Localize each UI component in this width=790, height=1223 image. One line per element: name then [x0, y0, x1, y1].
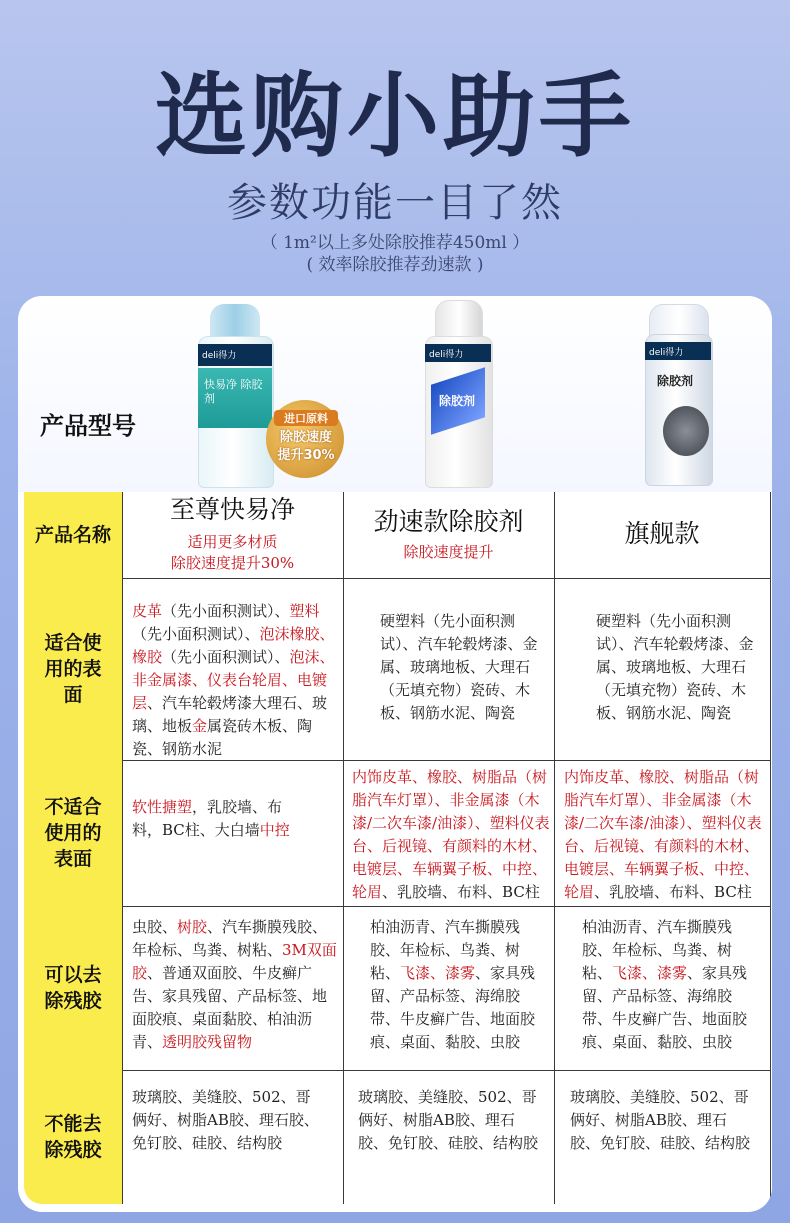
can-brand-3: deli得力 [649, 348, 684, 358]
can-title-2: 除胶剂 [439, 394, 476, 408]
text-segment: 、家具残留、产品标签、海绵胶带、牛皮癣广告、地面胶痕、桌面、黏胶、虫胶 [370, 964, 536, 1051]
text-segment: 树胶 [177, 918, 208, 936]
product-name-1: 至尊快易净 [169, 495, 295, 524]
divider [122, 578, 770, 579]
text-segment: 内饰皮革、橡胶、树脂品（树脂汽车灯罩）、非金属漆（木漆/二次车漆/油漆）、塑料仪表台、后视镜、有颜料的木材、电镀层、车辆翼子板、中控、轮眉 [352, 768, 550, 901]
text-segment: 硬塑料（先小面积测试）、汽车轮毂烤漆、金属、玻璃地板、大理石（无填充物）瓷砖、木板、钢筋水泥、陶瓷 [596, 612, 754, 722]
text-segment: 泡沫、非金属漆、仪表台轮眉、电镀层 [132, 648, 335, 712]
badge-text-3: 提升30% [277, 448, 335, 463]
divider [770, 492, 771, 1204]
cell-not-removable-1: 玻璃胶、美缝胶、502、哥俩好、树脂AB胶、理石胶、免钉胶、硅胶、结构胶 [132, 1088, 319, 1152]
cell-suitable-3 [596, 610, 760, 725]
row-label-suitable: 适合使用的表面 [44, 632, 102, 706]
divider [343, 492, 344, 1204]
row-label-not-removable: 不能去除残胶 [44, 1113, 102, 1161]
cell-not-removable-2: 玻璃胶、美缝胶、502、哥俩好、树脂AB胶、理石胶、免钉胶、硅胶、结构胶 [358, 1088, 539, 1152]
cell-suitable-1 [132, 600, 338, 761]
text-segment: （先小面积测试）、 [132, 625, 260, 643]
cell-not-removable-3: 玻璃胶、美缝胶、502、哥俩好、树脂AB胶、理石胶、免钉胶、硅胶、结构胶 [570, 1088, 751, 1152]
text-segment: 硬塑料（先小面积测试）、汽车轮毂烤漆、金属、玻璃地板、大理石（无填充物）瓷砖、木板、钢筋水泥、陶瓷 [380, 612, 538, 722]
product-image-2 [413, 296, 513, 492]
note-450ml: （ 1m²以上多处除胶推荐450ml ） [260, 233, 530, 253]
text-segment: 、汽车轮毂烤漆大理石、玻璃、地板 [132, 694, 328, 735]
product-image-1 [188, 296, 338, 492]
product-image-3 [633, 296, 733, 492]
product-tag-2: 除胶速度提升 [403, 543, 494, 561]
divider [122, 1070, 770, 1071]
divider [122, 492, 123, 1204]
divider [554, 492, 555, 1204]
cell-suitable-2 [380, 610, 544, 725]
text-segment: ，乳胶墙、布料，BC柱、大白墙 [132, 798, 283, 839]
text-segment: 、普通双面胶、牛皮癣广告、家具残留、产品标签、地面胶痕、桌面黏胶、柏油沥青、 [132, 964, 328, 1051]
row-label-removable: 可以去除残胶 [44, 964, 102, 1012]
text-segment: 内饰皮革、橡胶、树脂品（树脂汽车灯罩）、非金属漆（木漆/二次车漆/油漆）、塑料仪表台、后视镜、有颜料的木材、电镀层、车辆翼子板、中控、轮眉 [564, 768, 762, 901]
text-segment: 虫胶、 [132, 918, 178, 936]
note-efficiency: ( 效率除胶推荐劲速款 ) [306, 255, 484, 275]
product-tag-1b: 除胶速度提升30% [170, 554, 295, 572]
divider [122, 906, 770, 907]
text-segment: 金 [192, 717, 208, 735]
text-segment: 中控 [259, 821, 290, 839]
text-segment: （先小面积测试）、 [162, 602, 290, 620]
text-segment: 透明胶残留物 [162, 1033, 253, 1051]
cell-unsuitable-2 [352, 766, 550, 904]
product-name-3: 旗舰款 [624, 519, 700, 548]
badge-text-2: 除胶速度 [279, 430, 332, 445]
text-segment: （先小面积测试）、 [162, 648, 290, 666]
comparison-card [18, 296, 772, 1212]
cell-removable-1 [132, 916, 338, 1054]
row-label-unsuitable: 不适合使用的表面 [44, 796, 102, 870]
row-label-name: 产品名称 [34, 524, 111, 546]
text-segment: 、家具残留、产品标签、海绵胶带、牛皮癣广告、地面胶痕、桌面、黏胶、虫胶 [582, 964, 748, 1051]
text-segment: 柏油沥青、汽车撕膜残胶、年检标、鸟粪、树粘、 [370, 918, 521, 982]
cell-unsuitable-3 [564, 766, 766, 904]
cell-unsuitable-1 [132, 796, 292, 842]
text-segment: 属瓷砖木板、陶瓷、钢筋水泥 [132, 717, 313, 758]
header [0, 0, 790, 290]
model-row [18, 296, 772, 492]
cell-removable-2 [370, 916, 544, 1054]
text-segment: 泡沫橡胶、橡胶 [132, 625, 335, 666]
text-segment: 、汽车撕膜残胶、年检标、鸟粪、树粘、 [132, 918, 328, 959]
text-segment: 3M双面胶 [132, 941, 337, 982]
badge-text-1: 进口原料 [274, 410, 338, 426]
text-segment: 柏油沥青、汽车撕膜残胶、年检标、鸟粪、树粘、 [582, 918, 733, 982]
can-title-1: 快易净 除胶剂 [204, 378, 263, 405]
text-segment: 软性搪塑 [132, 798, 193, 816]
text-segment: 、乳胶墙、布料、BC柱 [382, 883, 540, 901]
page-title: 选购小助手 [154, 63, 635, 170]
can-brand-2: deli得力 [429, 350, 464, 360]
can-title-3: 除胶剂 [657, 374, 694, 388]
cell-removable-3 [582, 916, 760, 1054]
product-name-2: 劲速款除胶剂 [373, 507, 524, 536]
can-brand-1: deli得力 [202, 351, 237, 361]
model-label: 产品型号 [40, 412, 136, 440]
text-segment: 飞漆、漆雾 [400, 964, 476, 982]
text-segment: 飞漆、漆雾 [612, 964, 688, 982]
text-segment: 塑料 [289, 602, 320, 620]
text-segment: 、乳胶墙、布料、BC柱 [594, 883, 752, 901]
product-tag-1a: 适用更多材质 [187, 533, 278, 551]
page-subtitle: 参数功能一目了然 [227, 180, 563, 226]
text-segment: 皮革 [132, 602, 163, 620]
